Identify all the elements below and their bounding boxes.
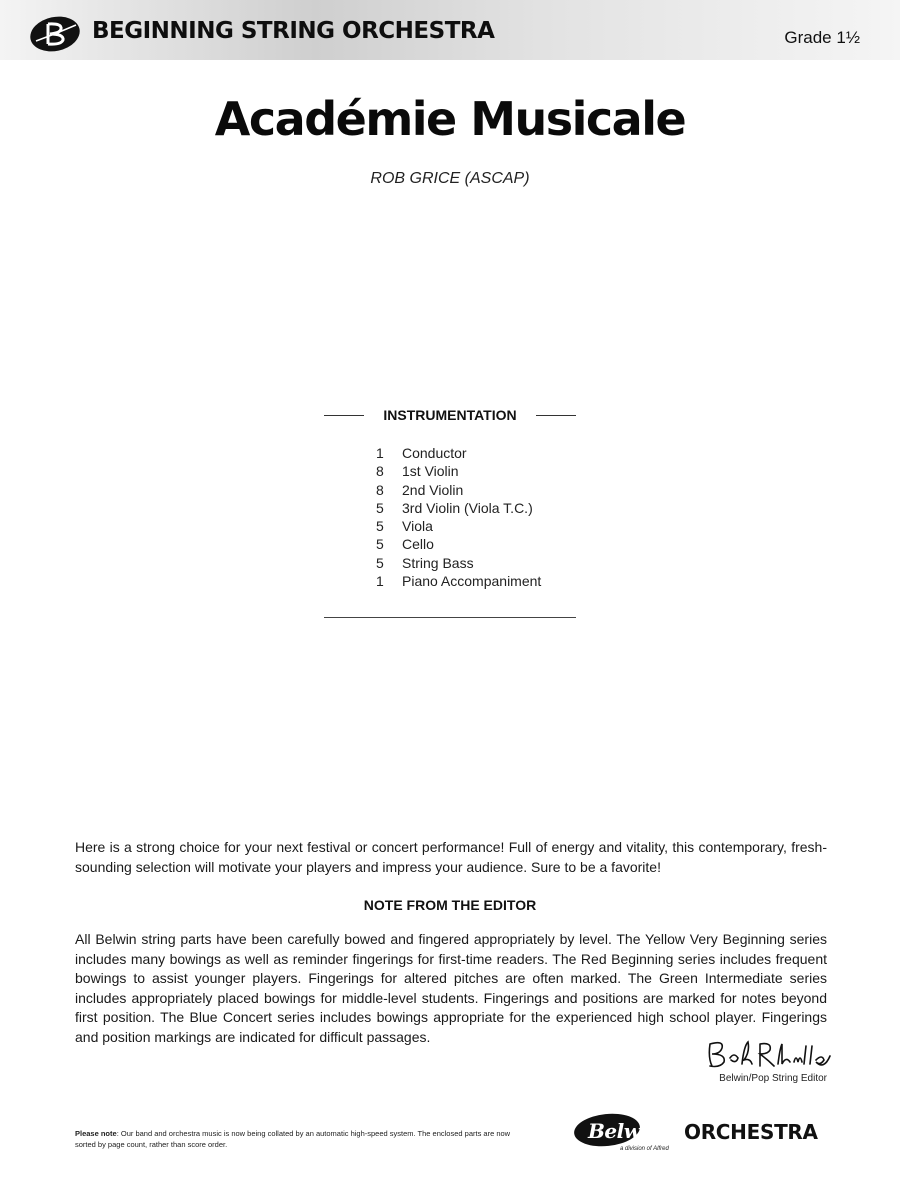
instrument-name: Conductor (402, 445, 467, 461)
series-header-band (0, 0, 900, 60)
please-note-text: : Our band and orchestra music is now being collated by an automatic high-speed system. The enclosed parts are now sorted by page count, rather than score order. (75, 1129, 511, 1149)
instrument-quantity: 5 (376, 499, 384, 516)
editor-signature (704, 1036, 834, 1072)
publisher-brand: Belwin (588, 1119, 662, 1143)
piece-description: Here is a strong choice for your next festival or concert performance! Full of energy and vitality, this contemporary, fresh-sounding selection will motivate your players and impress your audience. Sure to be a favorite! (75, 839, 827, 875)
instrumentation-item (376, 462, 541, 480)
instrumentation-item (376, 535, 541, 553)
piece-title: Académie Musicale (214, 92, 686, 146)
instrumentation-item (376, 517, 541, 535)
instrument-quantity: 5 (376, 554, 384, 571)
heading-rule-left (324, 415, 364, 416)
instrumentation-heading-label: INSTRUMENTATION (383, 407, 517, 423)
publisher-logo (572, 1110, 832, 1154)
instrument-quantity: 1 (376, 445, 384, 461)
instrument-name: Cello (402, 536, 434, 553)
instrument-name: Viola (402, 518, 433, 535)
instrument-quantity: 8 (376, 481, 384, 498)
instrument-quantity: 5 (376, 518, 384, 535)
instrument-quantity: 8 (376, 463, 384, 480)
series-title: BEGINNING STRING ORCHESTRA (92, 18, 495, 44)
composer-credit: ROB GRICE (ASCAP) (370, 170, 530, 187)
belwin-b-logo-icon (28, 14, 82, 54)
instrument-name: 2nd Violin (402, 481, 464, 498)
heading-rule-right (536, 415, 576, 416)
instrument-name: 3rd Violin (Viola T.C.) (402, 499, 533, 516)
instrumentation-bottom-rule (324, 617, 576, 618)
instrumentation-heading (324, 407, 576, 423)
instrumentation-item (376, 481, 541, 499)
instrumentation-item (376, 444, 541, 462)
publisher-orchestra-word: ORCHESTRA (684, 1120, 818, 1144)
instrumentation-item (376, 499, 541, 517)
editor-note-text: All Belwin string parts have been carefully bowed and fingered appropriately by level. The Yellow Very Beginning series includes many bowings as well as reminder fingerings for first-time readers. The Red Beginning series includes frequent bowings to assist younger players. Fingerings for altered pitches are often marked. The Green Intermediate series includes appropriately placed bowings for middle-level students. Fingerings and positions are marked for notes beyond first position. The Blue Concert series includes bowings appropriate for the experienced high school player. Fingerings and position markings are indicated for difficult passages. (75, 931, 827, 1045)
instrumentation-item (376, 572, 541, 590)
instrument-quantity: 5 (376, 536, 384, 553)
grade-level: Grade 1½ (784, 28, 860, 47)
publisher-division: a division of Alfred (620, 1146, 669, 1152)
instrumentation-item (376, 554, 541, 572)
please-note-label: Please note (75, 1129, 117, 1138)
please-note (75, 1129, 515, 1150)
editor-note-heading: NOTE FROM THE EDITOR (363, 897, 537, 913)
instrument-name: String Bass (402, 554, 474, 571)
instrument-quantity: 1 (376, 573, 384, 590)
instrumentation-list (376, 444, 541, 590)
signature-caption: Belwin/Pop String Editor (719, 1073, 827, 1084)
instrument-name: Piano Accompaniment (402, 573, 542, 590)
instrument-name: 1st Violin (402, 463, 459, 480)
